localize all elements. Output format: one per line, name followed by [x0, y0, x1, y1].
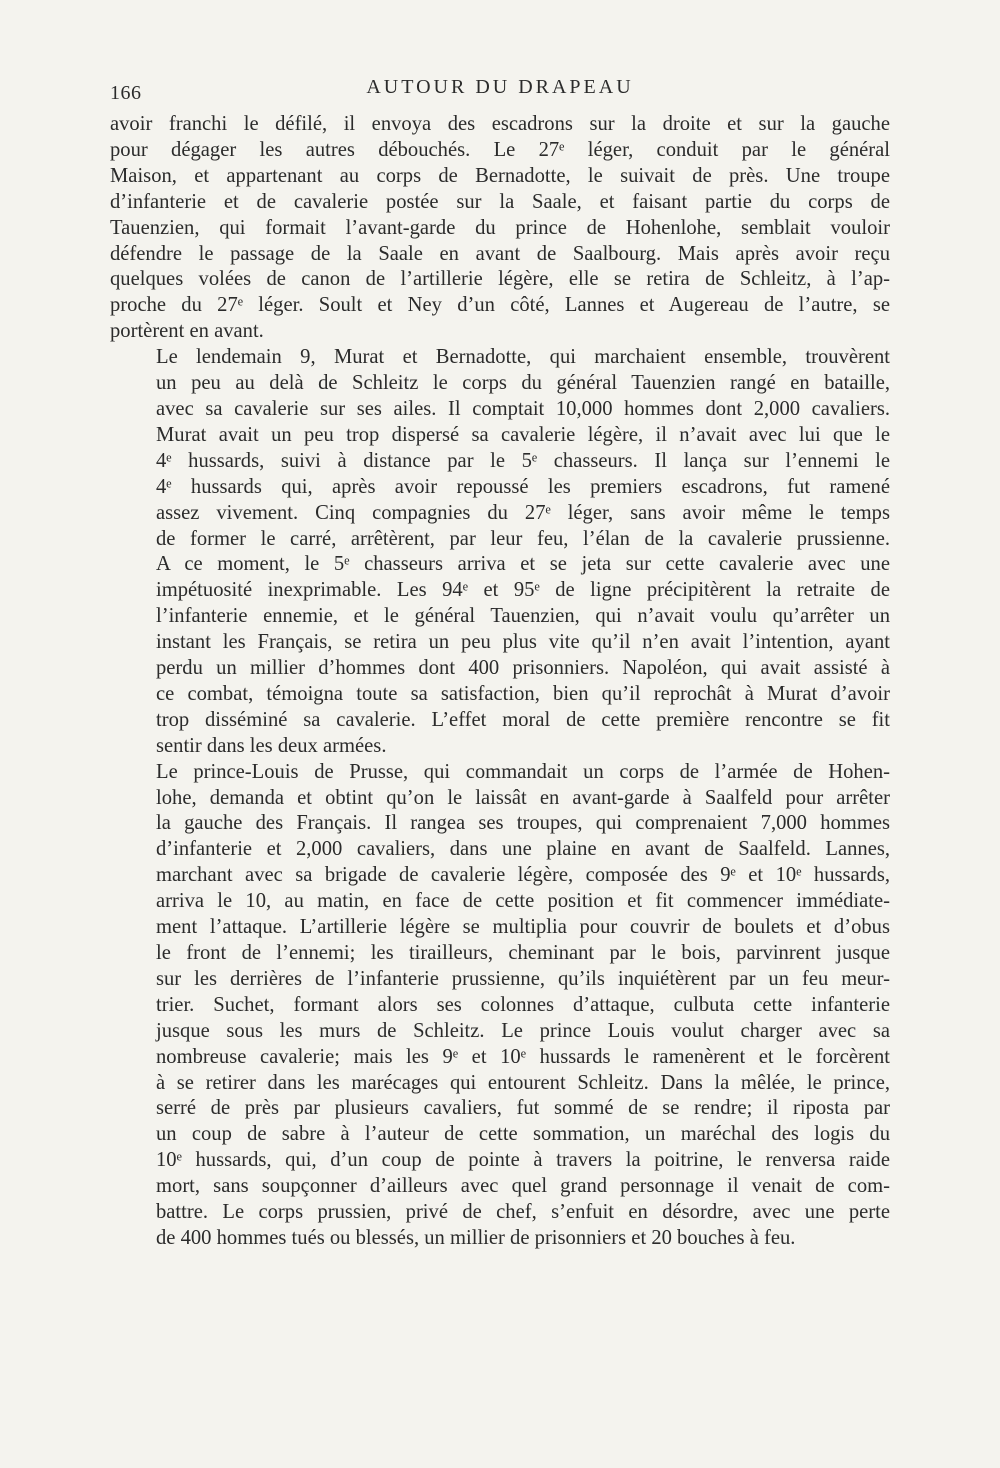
text-line: impétuosité inexprimable. Les 94ᵉ et 95ᵉ de ligne précipitèrent la retraite de: [156, 579, 890, 602]
page-number: 166: [110, 82, 142, 104]
text-line: 4ᵉ hussards, suivi à distance par le 5ᵉ chasseurs. Il lança sur l’ennemi le: [156, 449, 890, 472]
text-line: un coup de sabre à l’auteur de cette sommation, un maréchal des logis du: [156, 1123, 890, 1146]
text-line: ce combat, témoigna toute sa satisfaction, bien qu’il reprochât à Murat d’avoir: [156, 682, 890, 705]
paragraph-p3: [110, 760, 890, 1252]
text-line: de former le carré, arrêtèrent, par leur feu, l’élan de la cavalerie prussienne.: [156, 527, 890, 550]
paragraph-p2: [110, 345, 890, 760]
text-line: jusque sous les murs de Schleitz. Le prince Louis voulut charger avec sa: [156, 1019, 890, 1042]
text-line: d’infanterie et 2,000 cavaliers, dans une plaine en avant de Saalfeld. Lannes,: [156, 838, 890, 861]
text-line: proche du 27ᵉ léger. Soult et Ney d’un côté, Lannes et Augereau de l’autre, se: [110, 294, 890, 317]
page-header: [110, 76, 890, 106]
text-line: marchant avec sa brigade de cavalerie légère, composée des 9ᵉ et 10ᵉ hussards,: [156, 864, 890, 887]
text-line: nombreuse cavalerie; mais les 9ᵉ et 10ᵉ hussards le ramenèrent et le forcèrent: [156, 1045, 890, 1068]
text-line: mort, sans soupçonner d’ailleurs avec quel grand personnage il venait de com-: [156, 1175, 890, 1198]
text-line: A ce moment, le 5ᵉ chasseurs arriva et se jeta sur cette cavalerie avec une: [156, 553, 890, 576]
text-line: Maison, et appartenant au corps de Bernadotte, le suivait de près. Une troupe: [110, 164, 890, 187]
text-line: le front de l’ennemi; les tirailleurs, cheminant par le bois, parvinrent jusque: [156, 942, 890, 964]
body-text: [110, 112, 890, 1252]
text-line: la gauche des Français. Il rangea ses troupes, qui comprenaient 7,000 hommes: [156, 812, 890, 835]
text-line: avoir franchi le défilé, il envoya des escadrons sur la droite et sur la gauche: [110, 113, 890, 135]
text-line: l’infanterie ennemie, et le général Tauenzien, qui n’avait voulu qu’arrêter un: [156, 605, 890, 628]
text-line: quelques volées de canon de l’artillerie légère, elle se retira de Schleitz, à l’ap-: [110, 268, 890, 291]
text-line: Le prince-Louis de Prusse, qui commandait un corps de l’armée de Hohen-: [156, 760, 890, 783]
text-line: portèrent en avant.: [110, 320, 264, 343]
text-line: instant les Français, se retira un peu plus vite qu’il n’en avait l’intention, ayant: [156, 631, 890, 654]
text-line: ment l’attaque. L’artillerie légère se multiplia pour couvrir de boulets et d’obus: [156, 916, 890, 939]
text-line: battre. Le corps prussien, privé de chef, s’enfuit en désordre, avec une perte: [156, 1201, 890, 1224]
text-line: sentir dans les deux armées.: [156, 734, 387, 757]
paragraph-p1: [110, 112, 890, 345]
text-line: 10ᵉ hussards, qui, d’un coup de pointe à travers la poitrine, le renversa raide: [156, 1149, 890, 1172]
text-line: Le lendemain 9, Murat et Bernadotte, qui marchaient ensemble, trouvèrent: [156, 346, 890, 369]
text-line: avec sa cavalerie sur ses ailes. Il comptait 10,000 hommes dont 2,000 cavaliers.: [156, 397, 890, 420]
text-line: de 400 hommes tués ou blessés, un millier de prisonniers et 20 bouches à feu.: [156, 1226, 796, 1249]
text-line: un peu au delà de Schleitz le corps du général Tauenzien rangé en bataille,: [156, 372, 890, 395]
text-line: assez vivement. Cinq compagnies du 27ᵉ léger, sans avoir même le temps: [156, 501, 890, 524]
text-line: à se retirer dans les marécages qui entourent Schleitz. Dans la mêlée, le prince,: [156, 1071, 890, 1094]
text-line: trier. Suchet, formant alors ses colonnes d’attaque, culbuta cette infanterie: [156, 993, 890, 1016]
text-line: Murat avait un peu trop dispersé sa cavalerie légère, il n’avait avec lui que le: [156, 423, 890, 446]
text-line: 4ᵉ hussards qui, après avoir repoussé les premiers escadrons, fut ramené: [156, 475, 890, 498]
text-line: lohe, demanda et obtint qu’on le laissât en avant-garde à Saalfeld pour arrêter: [156, 786, 890, 809]
text-line: sur les derrières de l’infanterie prussienne, qu’ils inquiétèrent par un feu meur-: [156, 967, 890, 990]
text-line: Tauenzien, qui formait l’avant-garde du prince de Hohenlohe, semblait vouloir: [110, 216, 890, 239]
text-line: d’infanterie et de cavalerie postée sur la Saale, et faisant partie du corps de: [110, 190, 890, 213]
text-line: serré de près par plusieurs cavaliers, fut sommé de se rendre; il riposta par: [156, 1097, 890, 1120]
running-title: AUTOUR DU DRAPEAU: [366, 76, 634, 98]
text-line: arriva le 10, au matin, en face de cette position et fit commencer immédiate-: [156, 890, 890, 913]
text-line: trop disséminé sa cavalerie. L’effet moral de cette première rencontre se fit: [156, 708, 890, 731]
text-line: défendre le passage de la Saale en avant de Saalbourg. Mais après avoir reçu: [110, 242, 890, 265]
text-line: perdu un millier d’hommes dont 400 prisonniers. Napoléon, qui avait assisté à: [156, 657, 890, 680]
text-line: pour dégager les autres débouchés. Le 27ᵉ léger, conduit par le général: [110, 138, 890, 161]
